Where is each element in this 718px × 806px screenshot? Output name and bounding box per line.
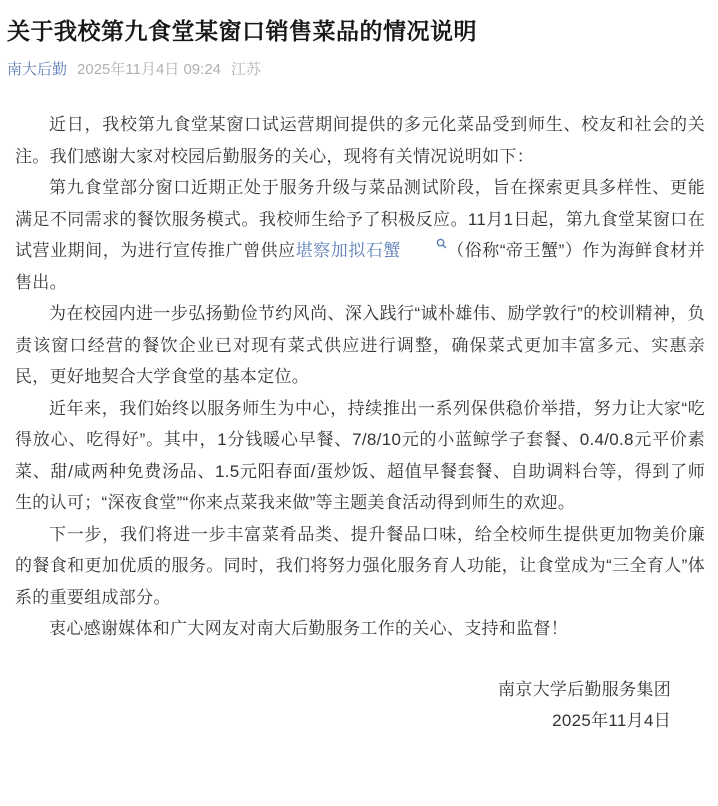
paragraph-crab (15, 172, 705, 298)
paragraph-next-steps: 下一步，我们将进一步丰富菜肴品类、提升餐品口味，给全校师生提供更加物美价廉的餐食和更加优质的服务。同时，我们将努力强化服务育人功能，让食堂成为“三全育人”体系的重要组成部分。 (15, 524, 705, 607)
paragraph-thanks: 衷心感谢媒体和广大网友对南大后勤服务工作的关心、支持和监督！ (49, 619, 568, 638)
paragraph-text-after-link: （俗称“帝王蟹”）作为海鲜食材并售出。 (15, 241, 705, 292)
paragraph-measures: 近年来，我们始终以服务师生为中心，持续推出一系列保供稳价举措，努力让大家“吃得放心、吃得好”。其中，1分钱暖心早餐、7/8/10元的小蓝鲸学子套餐、0.4/0.8元平价素菜、甜/咸两种免费汤品、1.5元阳春面/蛋炒饭、超值早餐套餐、自助调料台等，得到了师生的认可；“深夜食堂”“你来点菜我来做”等主题美食活动得到师生的欢迎。 (15, 398, 705, 512)
publish-location: 江苏 (231, 61, 262, 78)
paragraph-intro: 近日，我校第九食堂某窗口试运营期间提供的多元化菜品受到师生、校友和社会的关注。我们感谢大家对校园后勤服务的关心，现将有关情况说明如下： (15, 115, 705, 166)
page-title: 关于我校第九食堂某窗口销售菜品的情况说明 (7, 18, 477, 44)
article-body (7, 109, 711, 737)
paragraph-adjustment: 为在校园内进一步弘扬勤俭节约风尚、深入践行“诚朴雄伟、励学敦行”的校训精神，负责该窗口经营的餐饮企业已对现有菜式供应进行调整，确保菜式更加丰富多元、实惠亲民，更好地契合大学食堂的基本定位。 (15, 304, 705, 386)
byline (7, 60, 711, 80)
account-link[interactable]: 南大后勤 (7, 61, 68, 78)
signature-date: 2025年11月4日 (552, 711, 671, 730)
signature: 南京大学后勤服务集团 (498, 679, 671, 699)
publish-time: 2025年11月4日 09:24 (77, 61, 222, 78)
search-icon (402, 238, 447, 249)
kamchatka-crab-link-label: 堪察加拟石蟹 (295, 241, 401, 260)
paragraph-text-before-link: 第九食堂部分窗口近期正处于服务升级与菜品测试阶段，旨在探索更具多样性、更能满足不同需求的餐饮服务模式。我校师生给予了积极反应。11月1日起，第九食堂某窗口在试营业期间，为进行宣传推广曾供应 (15, 178, 705, 260)
kamchatka-crab-link[interactable] (296, 241, 447, 260)
